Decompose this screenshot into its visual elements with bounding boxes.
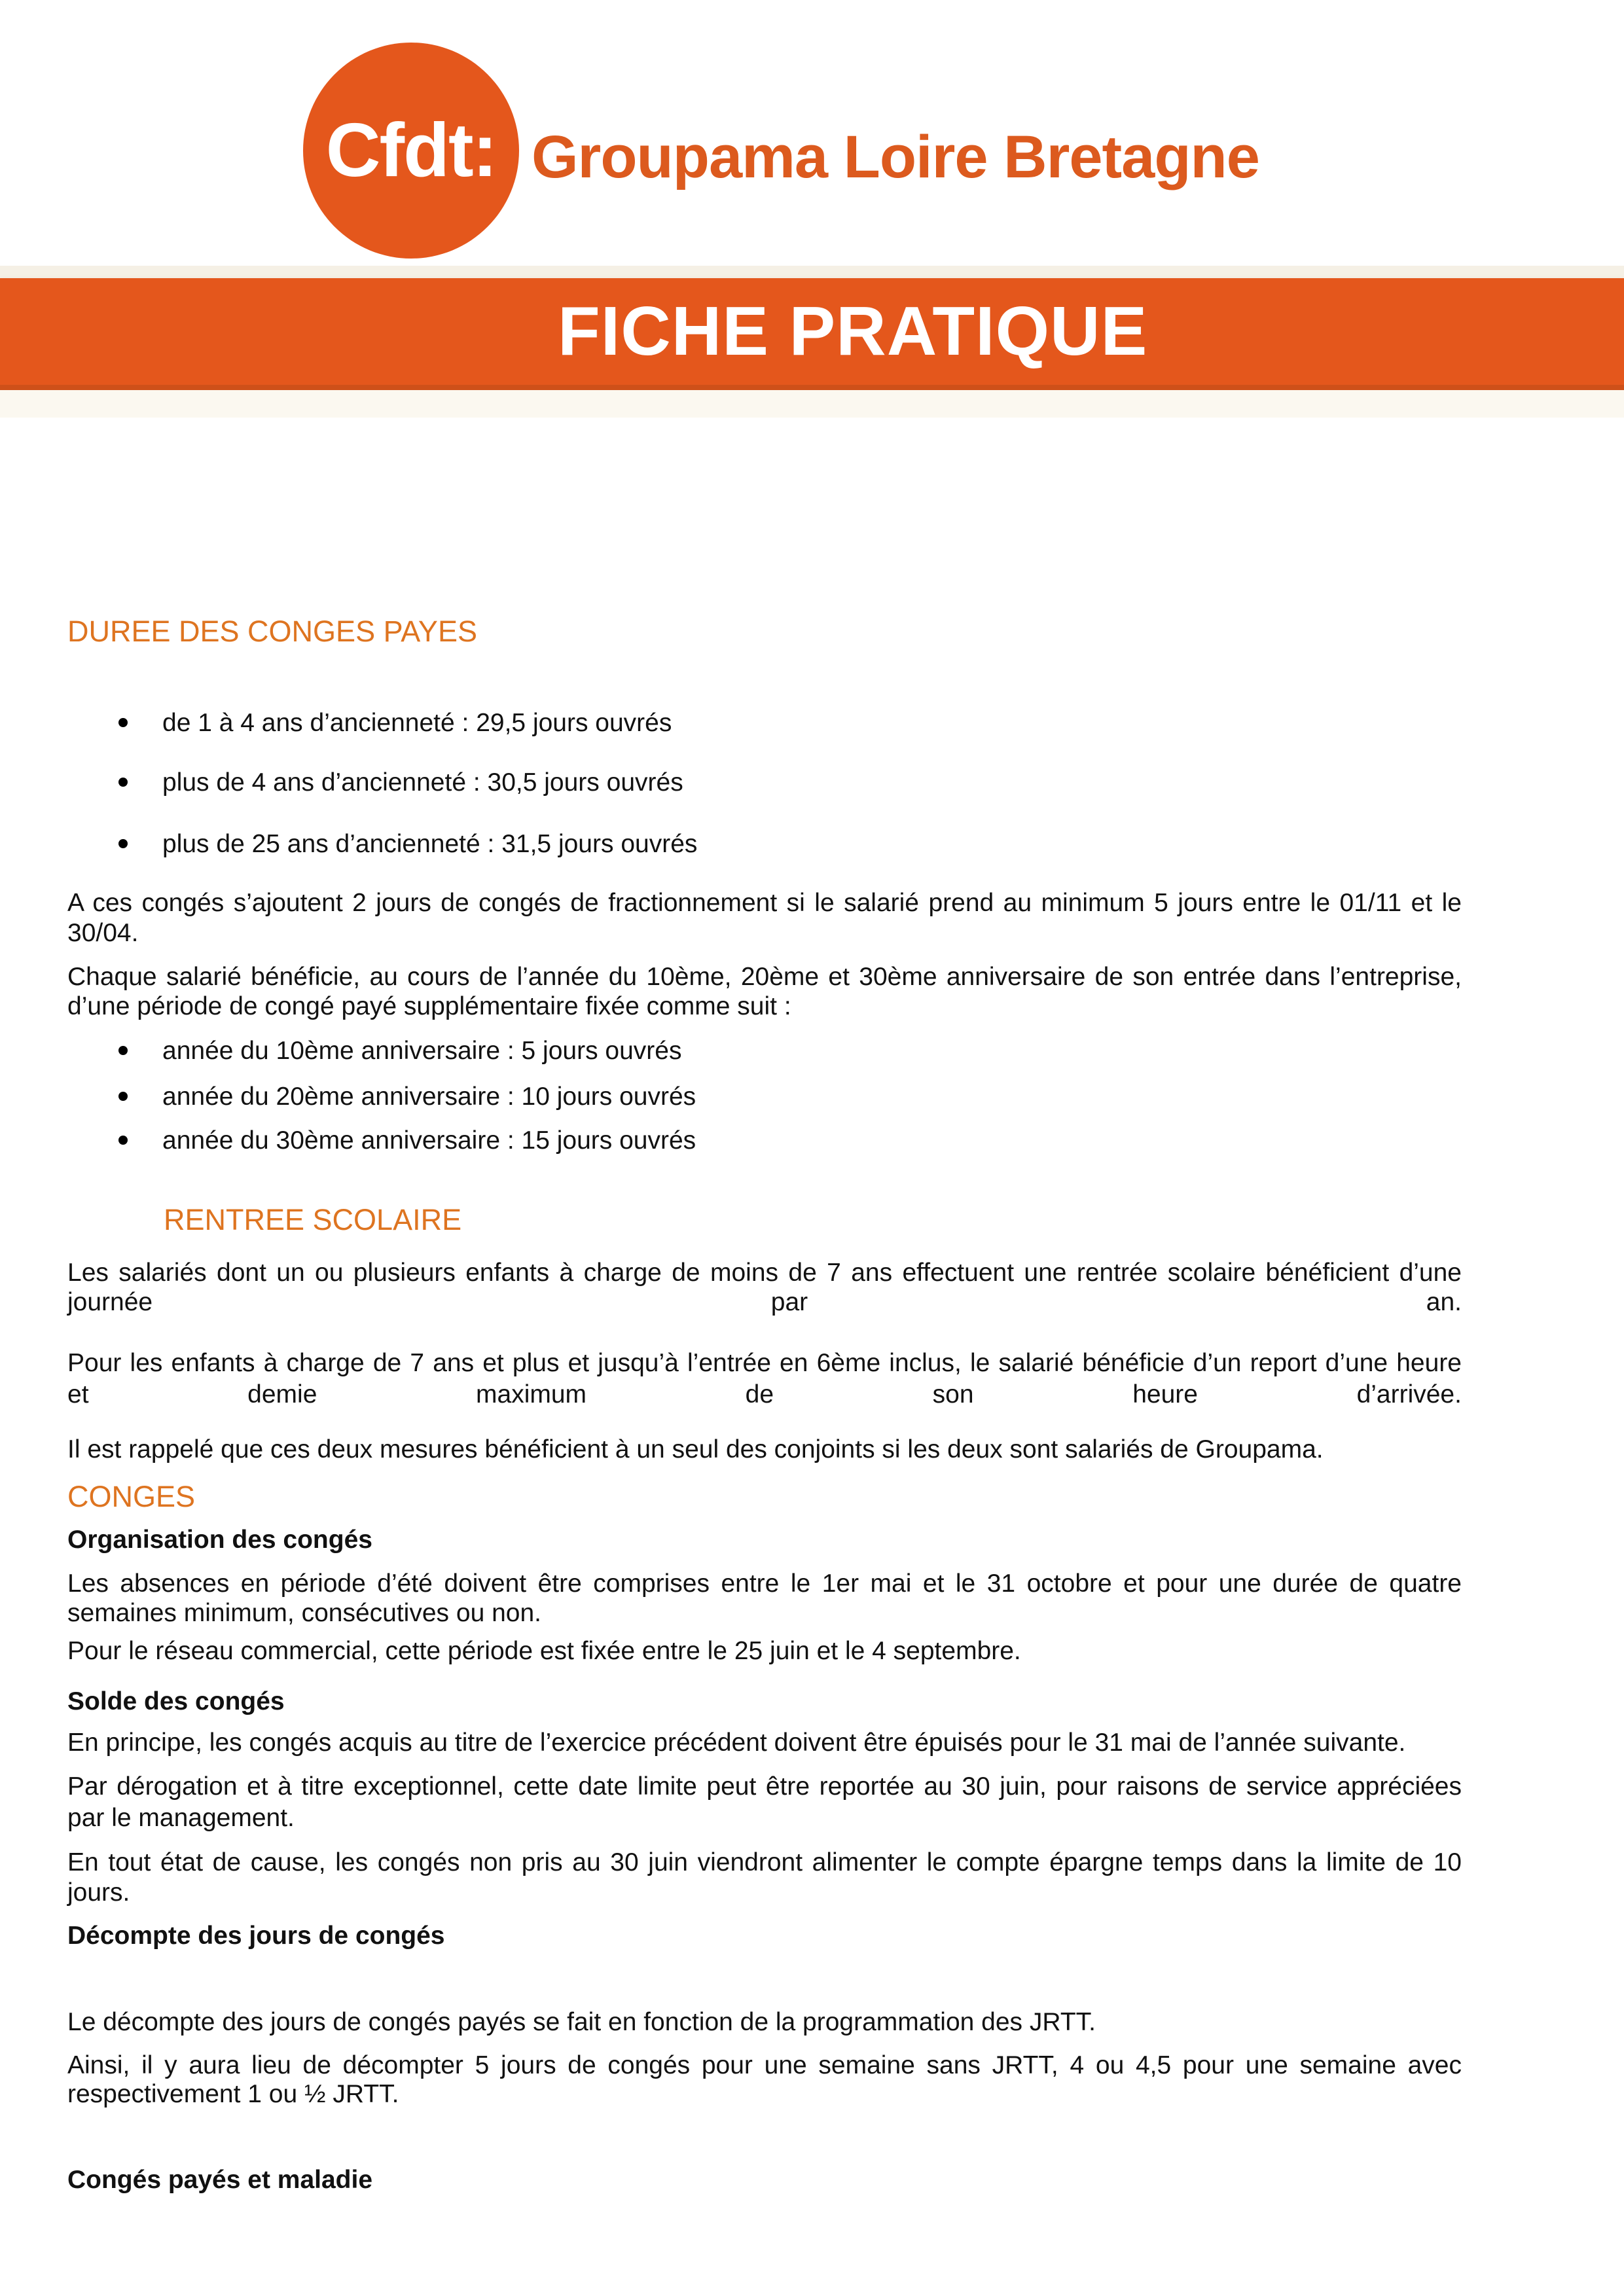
paragraph-line: A ces congés s’ajoutent 2 jours de congés de fractionnement si le salarié prend au minimum 5 jours entre le 01/11 et le bbox=[67, 889, 1462, 917]
word: heure bbox=[1132, 1380, 1198, 1408]
paragraph-line: semaines minimum, consécutives ou non. bbox=[67, 1599, 541, 1627]
bullet-text: année du 30ème anniversaire : 15 jours ouvrés bbox=[162, 1126, 696, 1155]
section-title-duree: DUREE DES CONGES PAYES bbox=[67, 615, 477, 648]
cfdt-logo-text: Cfdt: bbox=[325, 107, 497, 192]
banner-title: FICHE PRATIQUE bbox=[558, 293, 1148, 370]
paragraph-line: Les absences en période d’été doivent être comprises entre le 1er mai et le 31 octobre et pour une durée de quatre bbox=[67, 1570, 1462, 1598]
bullet-item bbox=[118, 829, 697, 859]
brand-title: Groupama Loire Bretagne bbox=[532, 124, 1259, 190]
bullet-icon bbox=[118, 718, 128, 727]
banner-bottom-edge bbox=[0, 390, 1624, 418]
paragraph-line: jours. bbox=[67, 1878, 130, 1907]
paragraph-line: Chaque salarié bénéficie, au cours de l’année du 10ème, 20ème et 30ème anniversaire de son entrée dans l’entreprise, bbox=[67, 963, 1462, 991]
bullet-icon bbox=[118, 1136, 128, 1145]
bullet-item bbox=[118, 1082, 696, 1112]
bullet-item bbox=[118, 1126, 696, 1156]
subsection-title-organisation: Organisation des congés bbox=[67, 1526, 372, 1554]
paragraph-line bbox=[67, 1287, 1462, 1318]
bullet-text: plus de 4 ans d’ancienneté : 30,5 jours ouvrés bbox=[162, 768, 683, 797]
cfdt-logo bbox=[303, 43, 519, 259]
bullet-item bbox=[118, 768, 683, 798]
word: demie bbox=[247, 1380, 317, 1408]
banner-top-edge bbox=[0, 266, 1624, 278]
bullet-icon bbox=[118, 778, 128, 787]
paragraph-line: respectivement 1 ou ½ JRTT. bbox=[67, 2080, 399, 2108]
subsection-title-solde: Solde des congés bbox=[67, 1687, 285, 1715]
word: journée bbox=[67, 1288, 153, 1316]
bullet-icon bbox=[118, 1046, 128, 1055]
bullet-item bbox=[118, 708, 672, 738]
bullet-icon bbox=[118, 1092, 128, 1101]
paragraph-line: Il est rappelé que ces deux mesures bénéficient à un seul des conjoints si les deux sont salariés de Groupama. bbox=[67, 1435, 1324, 1463]
word: son bbox=[932, 1380, 974, 1408]
subsection-title-maladie: Congés payés et maladie bbox=[67, 2166, 373, 2194]
section-title-conges: CONGES bbox=[67, 1480, 196, 1513]
bullet-icon bbox=[118, 839, 128, 848]
subsection-title-decompte: Décompte des jours de congés bbox=[67, 1922, 445, 1950]
paragraph-line: En principe, les congés acquis au titre de l’exercice précédent doivent être épuisés pour le 31 mai de l’année suivante. bbox=[67, 1729, 1406, 1757]
paragraph-line: Pour les enfants à charge de 7 ans et plus et jusqu’à l’entrée en 6ème inclus, le salarié bénéficie d’un report d’une heure bbox=[67, 1349, 1462, 1377]
paragraph-line: Par dérogation et à titre exceptionnel, cette date limite peut être reportée au 30 juin, pour raisons de service appréciées bbox=[67, 1772, 1462, 1801]
paragraph-line: d’une période de congé payé supplémentaire fixée comme suit : bbox=[67, 992, 791, 1020]
paragraph-line: En tout état de cause, les congés non pris au 30 juin viendront alimenter le compte épargne temps dans la limite de 10 bbox=[67, 1848, 1462, 1876]
paragraph-line: Pour le réseau commercial, cette période est fixée entre le 25 juin et le 4 septembre. bbox=[67, 1637, 1021, 1665]
bullet-text: plus de 25 ans d’ancienneté : 31,5 jours ouvrés bbox=[162, 830, 698, 858]
word: an. bbox=[1426, 1288, 1462, 1316]
bullet-text: de 1 à 4 ans d’ancienneté : 29,5 jours ouvrés bbox=[162, 709, 672, 737]
bullet-item bbox=[118, 1036, 681, 1066]
section-title-rentree: RENTREE SCOLAIRE bbox=[164, 1203, 462, 1236]
word: d’arrivée. bbox=[1356, 1380, 1462, 1408]
bullet-text: année du 10ème anniversaire : 5 jours ouvrés bbox=[162, 1037, 682, 1065]
word: et bbox=[67, 1380, 89, 1408]
paragraph-line: Les salariés dont un ou plusieurs enfants à charge de moins de 7 ans effectuent une rentrée scolaire bénéficient d’une bbox=[67, 1259, 1462, 1287]
word: maximum bbox=[476, 1380, 587, 1408]
word: de bbox=[745, 1380, 774, 1408]
title-banner bbox=[0, 278, 1624, 390]
bullet-text: année du 20ème anniversaire : 10 jours ouvrés bbox=[162, 1083, 696, 1111]
paragraph-line: Ainsi, il y aura lieu de décompter 5 jours de congés pour une semaine sans JRTT, 4 ou 4,5 pour une semaine avec bbox=[67, 2051, 1462, 2079]
word: par bbox=[770, 1288, 808, 1316]
paragraph-line bbox=[67, 1380, 1462, 1410]
paragraph-line: par le management. bbox=[67, 1804, 295, 1832]
paragraph-line: 30/04. bbox=[67, 919, 139, 947]
paragraph-line: Le décompte des jours de congés payés se fait en fonction de la programmation des JRTT. bbox=[67, 2008, 1096, 2036]
